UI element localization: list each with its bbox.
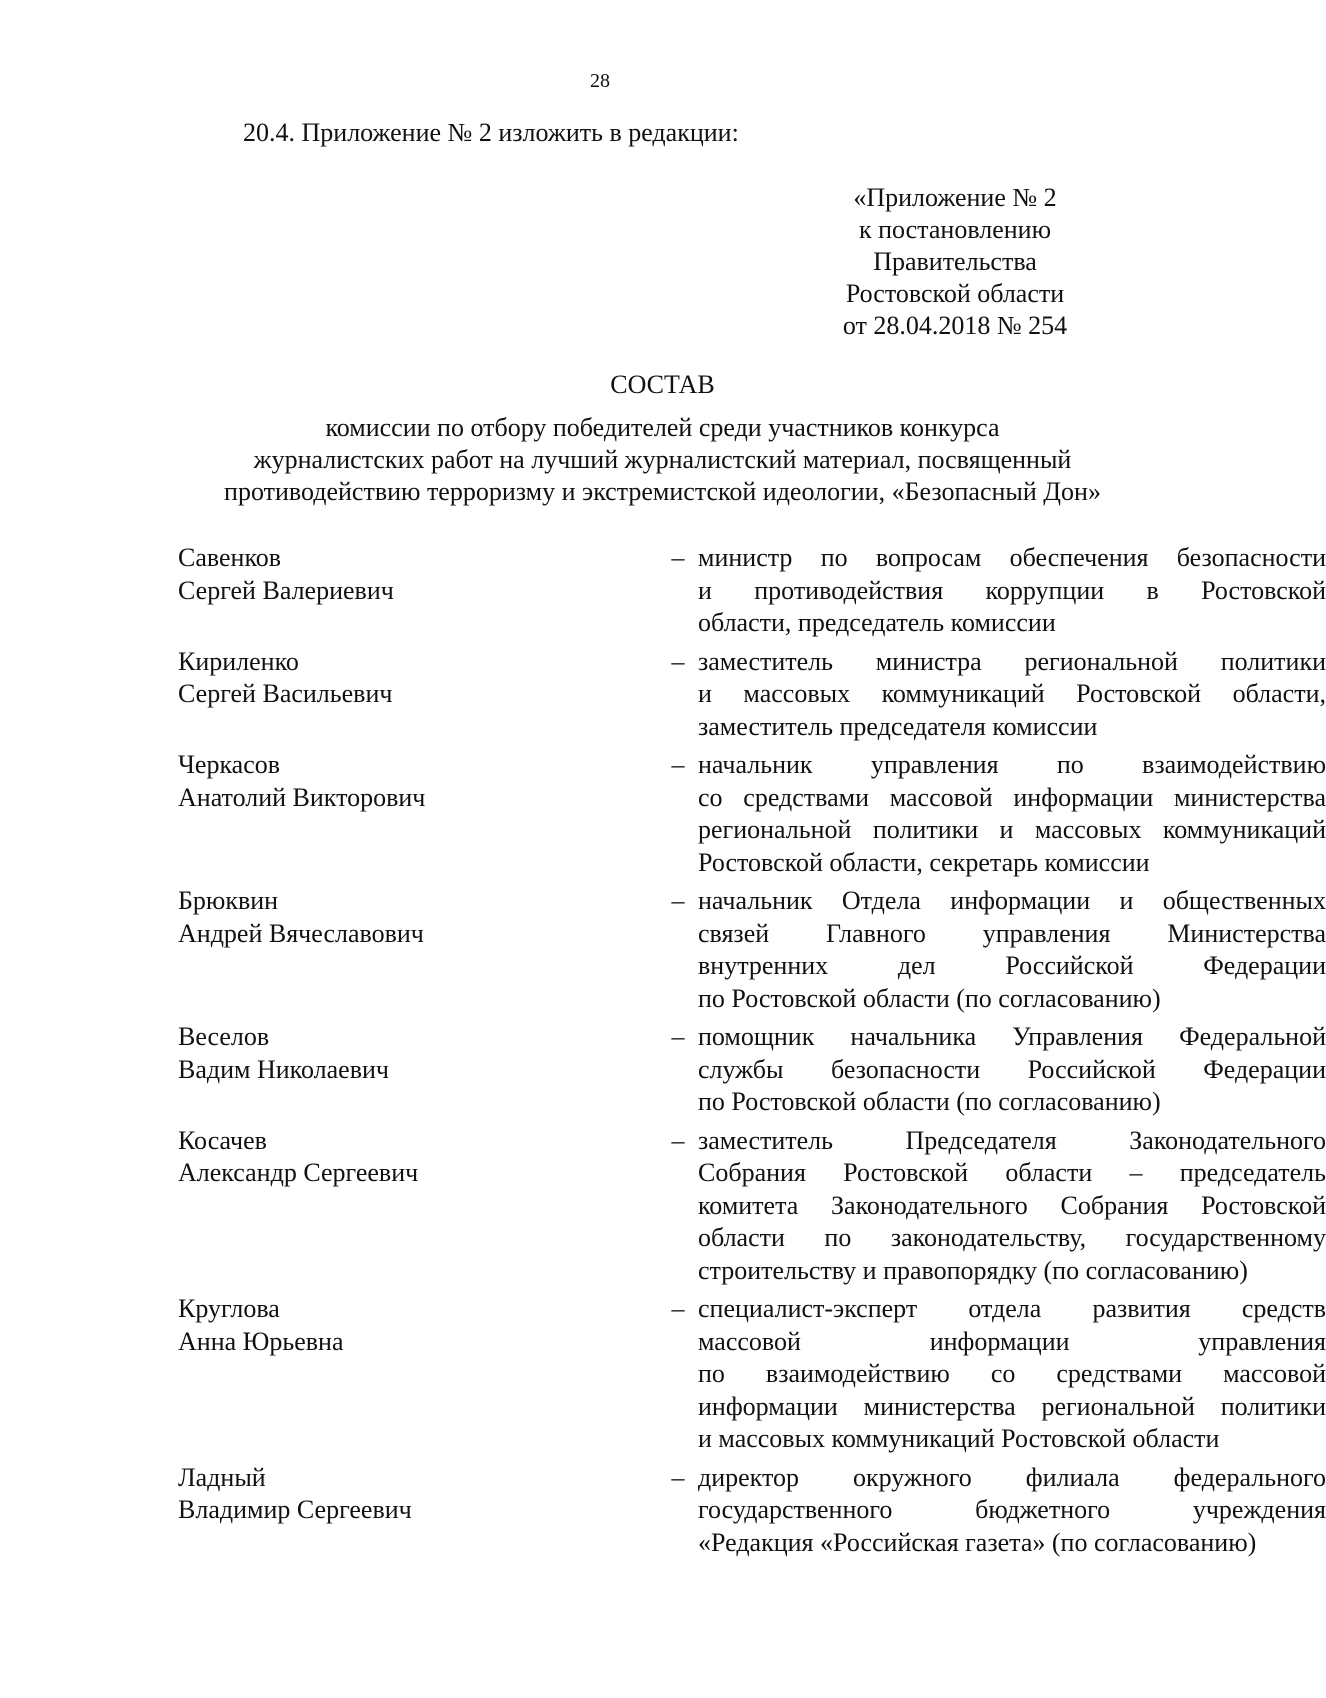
member-dash: – (671, 750, 685, 779)
member-role (698, 1021, 1326, 1119)
member-role-line: связей Главного управления Министерства (698, 918, 1326, 948)
member-role-line: заместитель Председателя Законодательного (698, 1125, 1326, 1155)
member-role (698, 1125, 1326, 1288)
page-number: 28 (590, 70, 610, 92)
member-given-names: Сергей Валериевич (178, 575, 394, 605)
member-role-line: специалист-эксперт отдела развития средств (698, 1294, 1326, 1323)
member-role-line: внутренних дел Российской Федерации (698, 951, 1326, 980)
member-role-line: по Ростовской области (по согласованию) (698, 983, 1161, 1013)
member-role-line: заместитель председателя комиссии (698, 711, 1098, 741)
commission-members-list (178, 542, 1326, 1565)
member-surname: Ладный (178, 1462, 266, 1492)
member-role-line: области по законодательству, государственному (698, 1223, 1326, 1252)
member-row (178, 646, 1326, 744)
member-dash: – (671, 1294, 685, 1323)
member-surname: Черкасов (178, 750, 281, 779)
member-role-line: заместитель министра региональной политики (698, 646, 1326, 676)
member-dash: – (671, 646, 685, 676)
member-name (178, 542, 478, 640)
member-role-line: министр по вопросам обеспечения безопасности (698, 543, 1326, 572)
subtitle-line: журналистских работ на лучший журналистский материал, посвященный (253, 445, 1072, 474)
appendix-header-line: Ростовской области (845, 279, 1065, 308)
member-role (698, 749, 1326, 879)
member-given-names: Сергей Васильевич (178, 679, 393, 708)
member-role-line: информации министерства региональной политики (698, 1391, 1326, 1421)
member-surname: Круглова (178, 1294, 280, 1323)
member-role-line: массовой информации управления (698, 1326, 1326, 1356)
member-surname: Кириленко (178, 646, 299, 676)
appendix-header-line: от 28.04.2018 № 254 (842, 311, 1068, 340)
member-surname: Веселов (178, 1022, 270, 1051)
member-role-line: «Редакция «Российская газета» (по согласованию) (698, 1527, 1257, 1557)
member-role-line: по Ростовской области (по согласованию) (698, 1087, 1161, 1116)
member-dash: – (671, 886, 685, 915)
member-name (178, 1125, 478, 1288)
member-given-names: Александр Сергеевич (178, 1158, 419, 1187)
member-role-line: и массовых коммуникаций Ростовской области, (698, 679, 1326, 708)
subtitle-line: комиссии по отбору победителей среди участников конкурса (325, 413, 1000, 442)
member-dash: – (671, 1022, 685, 1051)
member-role-line: по взаимодействию со средствами массовой (698, 1359, 1326, 1388)
member-role (698, 885, 1326, 1015)
member-name (178, 1462, 478, 1560)
member-dash: – (671, 1462, 685, 1492)
member-role (698, 646, 1326, 744)
document-subtitle (160, 412, 1165, 508)
member-name (178, 749, 478, 879)
member-role-line: начальник Отдела информации и общественных (698, 886, 1326, 915)
member-row (178, 1021, 1326, 1119)
member-name (178, 1021, 478, 1119)
member-role-line: начальник управления по взаимодействию (698, 750, 1326, 779)
member-row (178, 1293, 1326, 1456)
member-role-line: и противодействия коррупции в Ростовской (698, 575, 1326, 605)
member-given-names: Анатолий Викторович (178, 782, 426, 812)
member-dash: – (671, 543, 685, 572)
member-given-names: Владимир Сергеевич (178, 1495, 412, 1524)
member-row (178, 885, 1326, 1015)
intro-paragraph: 20.4. Приложение № 2 изложить в редакции: (243, 118, 739, 147)
member-role-line: Собрания Ростовской области – председатель (698, 1158, 1326, 1187)
member-row (178, 542, 1326, 640)
member-surname: Савенков (178, 543, 282, 572)
member-role-line: и массовых коммуникаций Ростовской области (698, 1424, 1220, 1453)
member-role-line: службы безопасности Российской Федерации (698, 1054, 1326, 1084)
member-name (178, 885, 478, 1015)
member-role-line: Ростовской области, секретарь комиссии (698, 847, 1150, 877)
member-role-line: строительству и правопорядку (по согласованию) (698, 1255, 1248, 1285)
member-role-line: области, председатель комиссии (698, 608, 1056, 637)
appendix-header (790, 182, 1120, 342)
subtitle-line: противодействию терроризму и экстремистской идеологии, «Безопасный Дон» (224, 477, 1101, 506)
document-title: СОСТАВ (610, 370, 715, 399)
member-role-line: помощник начальника Управления Федеральной (698, 1022, 1326, 1051)
member-role-line: со средствами массовой информации министерства (698, 782, 1326, 812)
appendix-header-line: «Приложение № 2 (853, 183, 1057, 212)
member-surname: Косачев (178, 1125, 267, 1155)
member-role-line: государственного бюджетного учреждения (698, 1495, 1326, 1524)
member-dash: – (671, 1125, 685, 1155)
member-role (698, 1293, 1326, 1456)
appendix-header-line: к постановлению (858, 215, 1052, 244)
member-given-names: Анна Юрьевна (178, 1326, 344, 1356)
member-given-names: Вадим Николаевич (178, 1054, 389, 1084)
member-role-line: директор окружного филиала федерального (698, 1462, 1326, 1492)
member-row (178, 1125, 1326, 1288)
member-row (178, 1462, 1326, 1560)
member-given-names: Андрей Вячеславович (178, 918, 424, 948)
member-role (698, 542, 1326, 640)
member-name (178, 646, 478, 744)
member-row (178, 749, 1326, 879)
member-name (178, 1293, 478, 1456)
member-surname: Брюквин (178, 886, 279, 915)
appendix-header-line: Правительства (873, 247, 1037, 276)
member-role-line: региональной политики и массовых коммуникаций (698, 815, 1326, 844)
member-role (698, 1462, 1326, 1560)
member-role-line: комитета Законодательного Собрания Ростовской (698, 1190, 1326, 1220)
